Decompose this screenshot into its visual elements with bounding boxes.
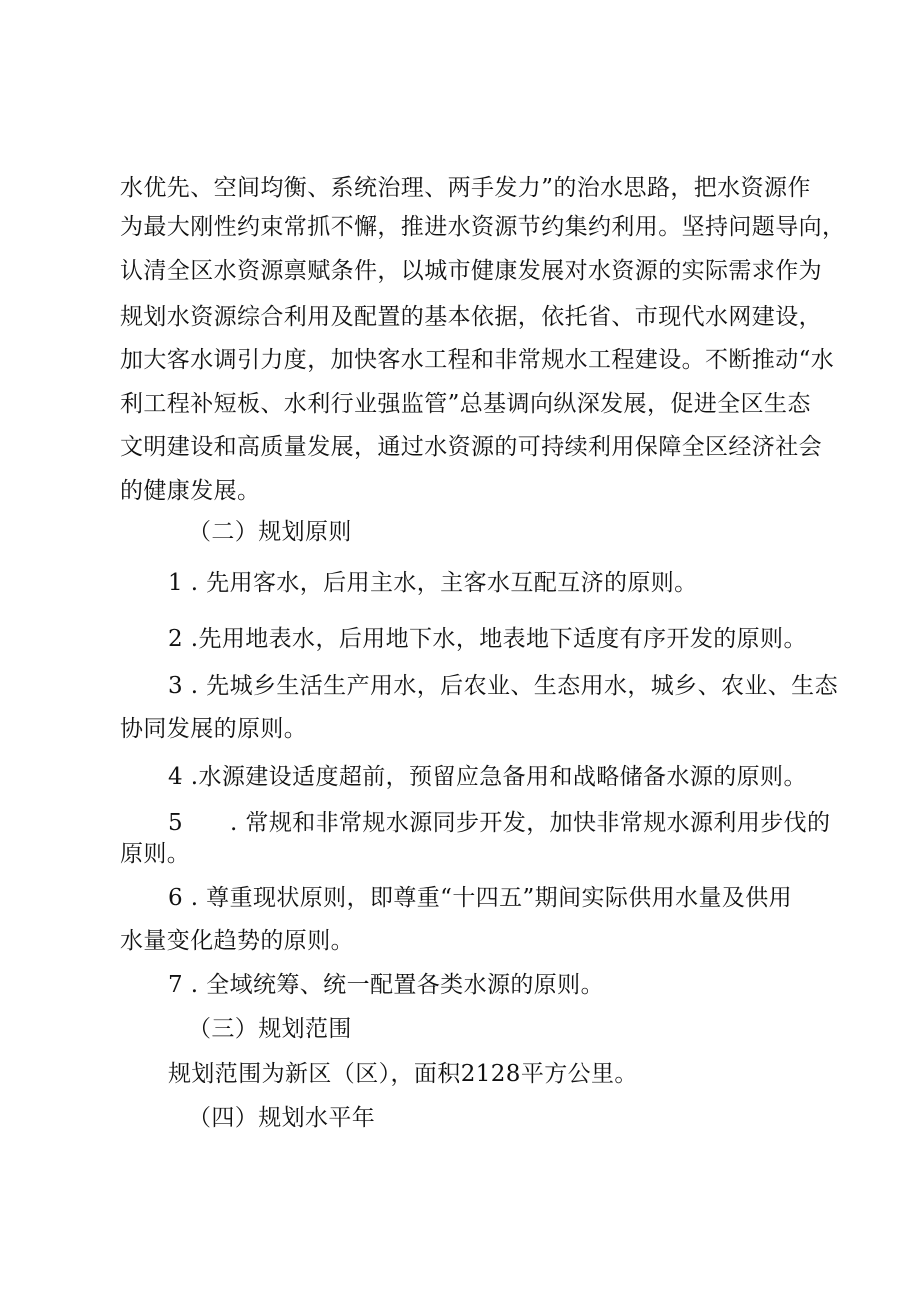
intro-line-2: 为最大刚性约束常抓不懈，推进水资源节约集约利用。坚持问题导向，: [120, 214, 846, 240]
section-heading-scope: （三）规划范围: [188, 1016, 352, 1042]
principle-item-1: 1 . 先用客水，后用主水，主客水互配互济的原则。: [168, 570, 698, 596]
principle-item-7: 7 . 全域统筹、统一配置各类水源的原则。: [168, 972, 604, 998]
principle-item-5-line-2: 原则。: [120, 841, 191, 867]
principle-item-6-line-1: 6 . 尊重现状原则，即尊重“十四五”期间实际供用水量及供用: [168, 885, 793, 911]
intro-line-7: 文明建设和高质量发展，通过水资源的可持续利用保障全区经济社会: [120, 434, 822, 460]
principle-item-5-text: . 常规和非常规水源同步开发，加快非常规水源利用步伐的: [230, 810, 831, 836]
intro-line-5: 加大客水调引力度，加快客水工程和非常规水工程建设。不断推动“水: [120, 347, 835, 373]
section-heading-planning-year: （四）规划水平年: [188, 1105, 376, 1131]
intro-line-6: 利工程补短板、水利行业强监管”总基调向纵深发展，促进全区生态: [120, 391, 811, 417]
principle-item-3-line-1: 3 . 先城乡生活生产用水，后农业、生态用水，城乡、农业、生态: [168, 673, 838, 699]
intro-line-4: 规划水资源综合利用及配置的基本依据，依托省、市现代水网建设，: [120, 304, 822, 330]
principle-item-6-line-2: 水量变化趋势的原则。: [120, 928, 354, 954]
intro-line-3: 认清全区水资源禀赋条件，以城市健康发展对水资源的实际需求作为: [120, 258, 822, 284]
principle-item-4: 4 .水源建设适度超前，预留应急备用和战略储备水源的原则。: [168, 764, 807, 790]
principle-item-5-line-1: [168, 808, 830, 838]
principle-item-2: 2 .先用地表水，后用地下水，地表地下适度有序开发的原则。: [168, 626, 807, 652]
principle-item-5-number: 5: [168, 810, 184, 836]
principle-item-3-line-2: 协同发展的原则。: [120, 716, 308, 742]
section-heading-principles: （二）规划原则: [188, 519, 352, 545]
scope-body: 规划范围为新区（区），面积2128平方公里。: [168, 1061, 638, 1087]
intro-line-8: 的健康发展。: [120, 478, 261, 504]
intro-line-1: 水优先、空间均衡、系统治理、两手发力”的治水思路，把水资源作: [120, 175, 811, 201]
